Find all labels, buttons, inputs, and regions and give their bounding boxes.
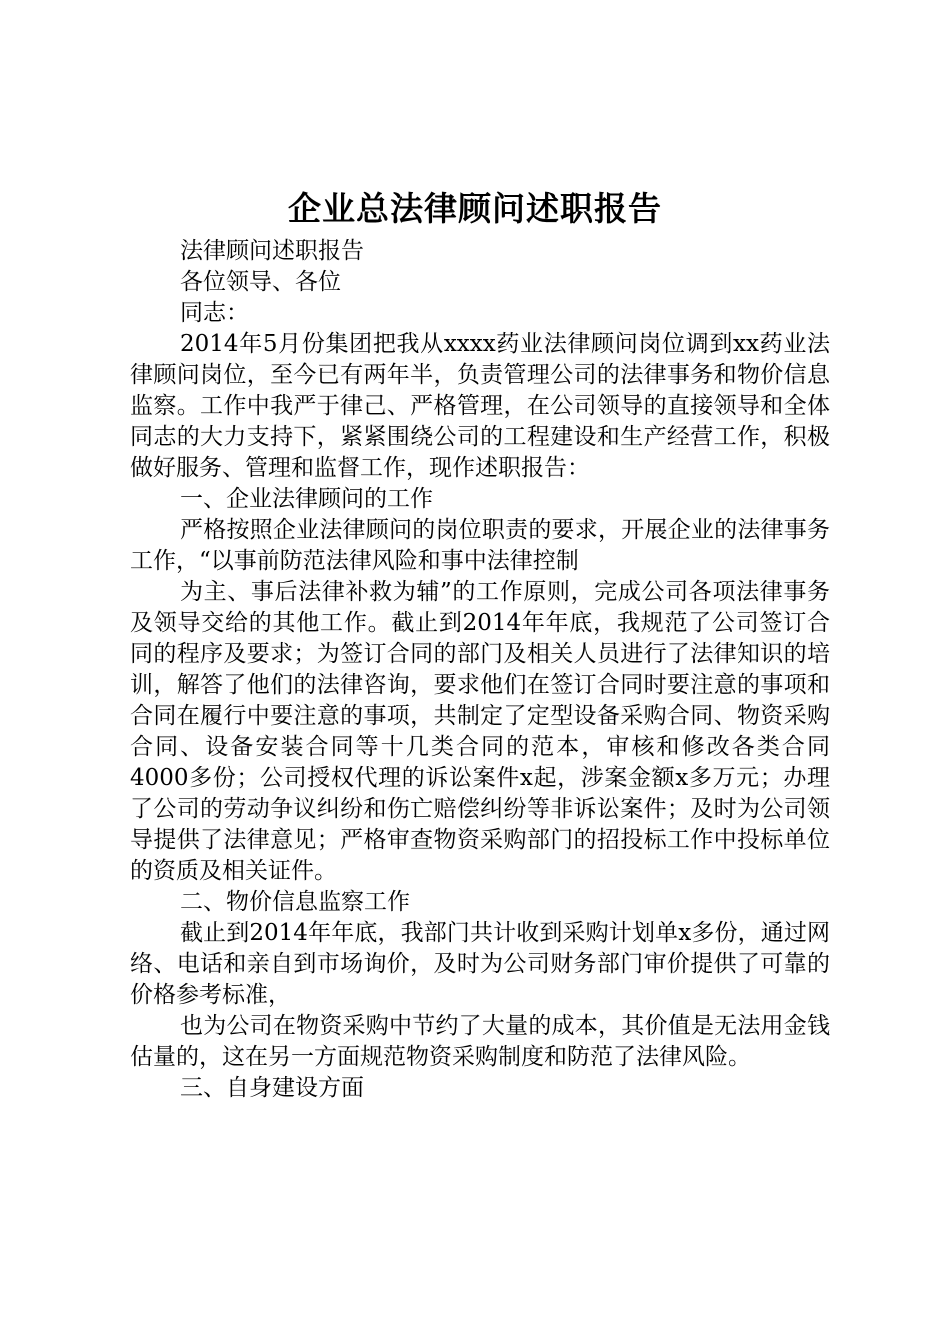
section-heading-price-monitoring: 二、物价信息监察工作 (180, 889, 410, 915)
section-heading-legal-counsel: 一、企业法律顾问的工作 (180, 486, 433, 512)
section-heading-self-development: 三、自身建设方面 (180, 1075, 364, 1101)
paragraph-price-monitoring-1: 截止到2014年年底，我部门共计收到采购计划单x多份，通过网络、电话和亲自到市场询价，及时为公司财务部门审价提供了可靠的价格参考标准， (130, 920, 830, 1008)
paragraph-legal-counsel-1: 严格按照企业法律顾问的岗位职责的要求，开展企业的法律事务工作，“以事前防范法律风险和事中法律控制 (130, 517, 830, 574)
paragraph-price-monitoring-2: 也为公司在物资采购中节约了大量的成本，其价值是无法用金钱估量的，这在另一方面规范物资采购制度和防范了法律风险。 (130, 1013, 830, 1070)
paragraph-salutation: 各位领导、各位 (180, 269, 341, 295)
paragraph-salutation-cont: 同志： (180, 300, 249, 326)
paragraph-legal-counsel-2: 为主、事后法律补救为辅”的工作原则，完成公司各项法律事务及领导交给的其他工作。截止到2014年年底，我规范了公司签订合同的程序及要求；为签订合同的部门及相关人员进行了法律知识的培训，解答了他们的法律咨询，要求他们在签订合同时要注意的事项和合同在履行中要注意的事项，共制定了定型设备采购合同、物资采购合同、设备安装合同等十几类合同的范本，审核和修改各类合同4000多份；公司授权代理的诉讼案件x起，涉案金额x多万元；办理了公司的劳动争议纠纷和伤亡赔偿纠纷等非诉讼案件；及时为公司领导提供了法律意见；严格审查物资采购部门的招投标工作中投标单位的资质及相关证件。 (130, 579, 830, 884)
paragraph-intro: 2014年5月份集团把我从xxxx药业法律顾问岗位调到xx药业法律顾问岗位，至今已有两年半，负责管理公司的法律事务和物价信息监察。工作中我严于律己、严格管理，在公司领导的直接领导和全体同志的大力支持下，紧紧围绕公司的工程建设和生产经营工作，积极做好服务、管理和监督工作，现作述职报告： (130, 331, 830, 481)
paragraph-heading: 法律顾问述职报告 (180, 238, 364, 264)
document-body (130, 236, 830, 1104)
document-title: 企业总法律顾问述职报告 (288, 189, 662, 228)
